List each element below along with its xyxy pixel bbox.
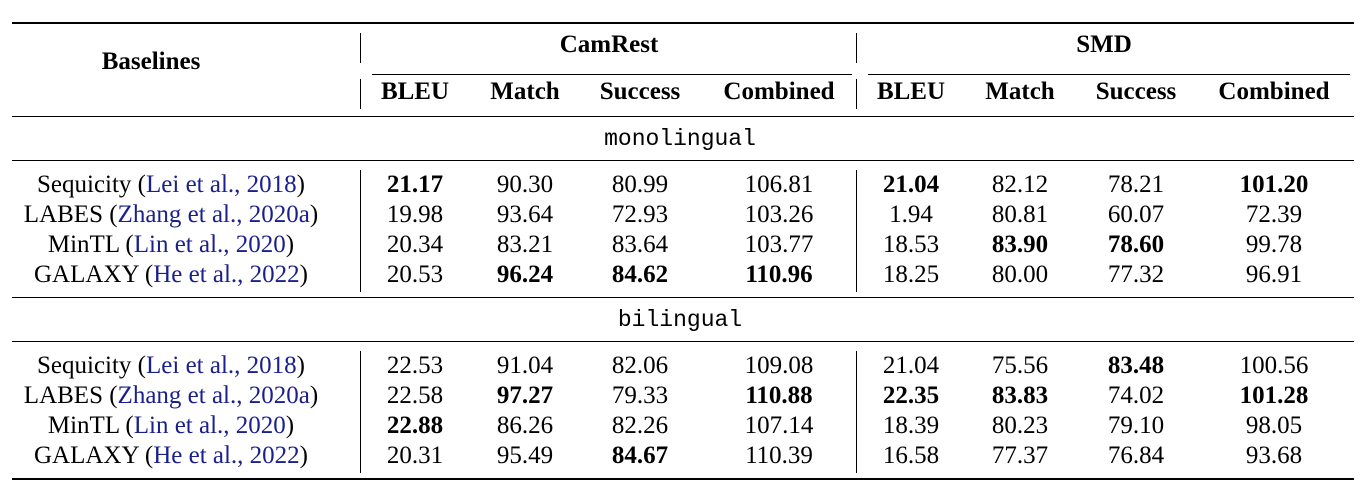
table-cell: 21.04 (882, 171, 940, 198)
col-smd-combined: Combined (1218, 78, 1330, 105)
citation-link[interactable]: Zhang et al., 2020a (117, 201, 310, 228)
model-name: GALAXY ( (33, 442, 154, 469)
citation-close: ) (309, 201, 319, 228)
row-label (48, 230, 294, 260)
table-cell: 21.04 (882, 352, 940, 379)
table-cell: 96.91 (1245, 261, 1303, 288)
citation-link[interactable]: Lin et al., 2020 (133, 412, 286, 439)
table-cell: 83.83 (991, 382, 1049, 409)
vsep-header-1b (360, 79, 361, 109)
section-label-bilingual: bilingual (617, 307, 743, 333)
table-cell: 90.30 (496, 171, 554, 198)
table-cell: 86.26 (496, 412, 554, 439)
table-cell: 1.94 (889, 201, 933, 228)
table-cell: 107.14 (744, 412, 814, 439)
col-smd-bleu: BLEU (876, 78, 946, 105)
model-name: GALAXY ( (33, 261, 154, 288)
table-cell: 84.62 (611, 261, 669, 288)
row-label (37, 170, 305, 200)
header-rule (12, 116, 1354, 117)
row-label (24, 381, 318, 411)
citation-close: ) (299, 442, 309, 469)
model-name: Sequicity ( (37, 171, 147, 198)
table-cell: 74.02 (1107, 382, 1165, 409)
table-cell: 83.48 (1107, 352, 1165, 379)
table-cell: 76.84 (1107, 442, 1165, 469)
model-name: Sequicity ( (37, 352, 147, 379)
table-cell: 95.49 (496, 442, 554, 469)
table-cell: 109.08 (744, 352, 814, 379)
table-cell: 100.56 (1239, 352, 1309, 379)
model-name: MinTL ( (47, 231, 134, 258)
table-cell: 19.98 (386, 201, 444, 228)
section-end-rule-1 (12, 297, 1354, 298)
model-name: LABES ( (23, 201, 118, 228)
table-cell: 18.39 (882, 412, 940, 439)
citation-close: ) (299, 261, 309, 288)
table-cell: 80.23 (991, 412, 1049, 439)
vsep-body-2b (856, 351, 857, 473)
row-label (37, 351, 305, 381)
table-cell: 82.26 (611, 412, 669, 439)
bottom-rule (12, 478, 1354, 480)
col-camrest-match: Match (490, 78, 560, 105)
table-cell: 82.12 (991, 171, 1049, 198)
table-cell: 110.88 (745, 382, 813, 409)
table-cell: 110.96 (745, 261, 813, 288)
table-cell: 22.58 (386, 382, 444, 409)
row-label (34, 260, 308, 290)
col-camrest-success: Success (599, 78, 681, 105)
section-rule-1 (12, 160, 1354, 161)
citation-close: ) (285, 412, 295, 439)
table-cell: 21.17 (386, 171, 444, 198)
table-cell: 18.53 (882, 231, 940, 258)
table-cell: 83.64 (611, 231, 669, 258)
table-cell: 84.67 (611, 442, 669, 469)
section-label-monolingual: monolingual (604, 126, 756, 152)
table-cell: 110.39 (745, 442, 813, 469)
table-cell: 93.64 (496, 201, 554, 228)
table-cell: 91.04 (496, 352, 554, 379)
vsep-body-1a (360, 170, 361, 292)
vsep-header-2a (856, 33, 857, 63)
citation-link[interactable]: Zhang et al., 2020a (117, 382, 310, 409)
camrest-cmidrule (372, 74, 852, 75)
citation-close: ) (296, 171, 305, 198)
citation-link[interactable]: Lei et al., 2018 (146, 352, 297, 379)
table-cell: 16.58 (882, 442, 940, 469)
table-cell: 97.27 (496, 382, 554, 409)
table-cell: 22.35 (882, 382, 940, 409)
table-cell: 72.39 (1245, 201, 1303, 228)
table-cell: 101.28 (1239, 382, 1309, 409)
table-cell: 18.25 (882, 261, 940, 288)
table-cell: 77.32 (1107, 261, 1165, 288)
table-cell: 80.99 (611, 171, 669, 198)
table-cell: 22.88 (386, 412, 444, 439)
row-label (48, 411, 294, 441)
citation-link[interactable]: He et al., 2022 (153, 442, 300, 469)
vsep-header-2b (856, 79, 857, 109)
vsep-header-1a (360, 33, 361, 63)
model-name: MinTL ( (47, 412, 134, 439)
col-camrest-bleu: BLEU (380, 78, 450, 105)
col-smd-match: Match (985, 78, 1055, 105)
table-cell: 103.77 (744, 231, 814, 258)
section-rule-2 (12, 341, 1354, 342)
group-smd: SMD (1076, 31, 1132, 58)
table-cell: 60.07 (1107, 201, 1165, 228)
table-cell: 20.31 (386, 442, 444, 469)
table-cell: 78.60 (1107, 231, 1165, 258)
table-cell: 80.00 (991, 261, 1049, 288)
baselines-header: Baselines (101, 48, 201, 75)
table-cell: 106.81 (744, 171, 814, 198)
table-cell: 96.24 (496, 261, 554, 288)
table-cell: 101.20 (1239, 171, 1309, 198)
vsep-body-2a (360, 351, 361, 473)
table-cell: 79.10 (1107, 412, 1165, 439)
table-cell: 75.56 (991, 352, 1049, 379)
row-label (34, 441, 308, 471)
table-cell: 77.37 (991, 442, 1049, 469)
smd-cmidrule (868, 74, 1350, 75)
group-camrest: CamRest (559, 31, 659, 58)
table-cell: 20.34 (386, 231, 444, 258)
table-cell: 78.21 (1107, 171, 1165, 198)
citation-close: ) (309, 382, 319, 409)
table-cell: 20.53 (386, 261, 444, 288)
table-cell: 79.33 (611, 382, 669, 409)
citation-link[interactable]: Lin et al., 2020 (133, 231, 286, 258)
citation-link[interactable]: He et al., 2022 (153, 261, 300, 288)
col-smd-success: Success (1095, 78, 1177, 105)
row-label (24, 200, 318, 230)
vsep-body-1b (856, 170, 857, 292)
table-cell: 103.26 (744, 201, 814, 228)
table-cell: 82.06 (611, 352, 669, 379)
table-cell: 80.81 (991, 201, 1049, 228)
table-cell: 83.21 (496, 231, 554, 258)
model-name: LABES ( (23, 382, 118, 409)
citation-link[interactable]: Lei et al., 2018 (146, 171, 297, 198)
top-rule (12, 22, 1354, 24)
citation-close: ) (296, 352, 305, 379)
table-cell: 99.78 (1245, 231, 1303, 258)
col-camrest-combined: Combined (723, 78, 835, 105)
citation-close: ) (285, 231, 295, 258)
table-cell: 22.53 (386, 352, 444, 379)
table-cell: 93.68 (1245, 442, 1303, 469)
table-cell: 83.90 (991, 231, 1049, 258)
table-cell: 72.93 (611, 201, 669, 228)
table-cell: 98.05 (1245, 412, 1303, 439)
